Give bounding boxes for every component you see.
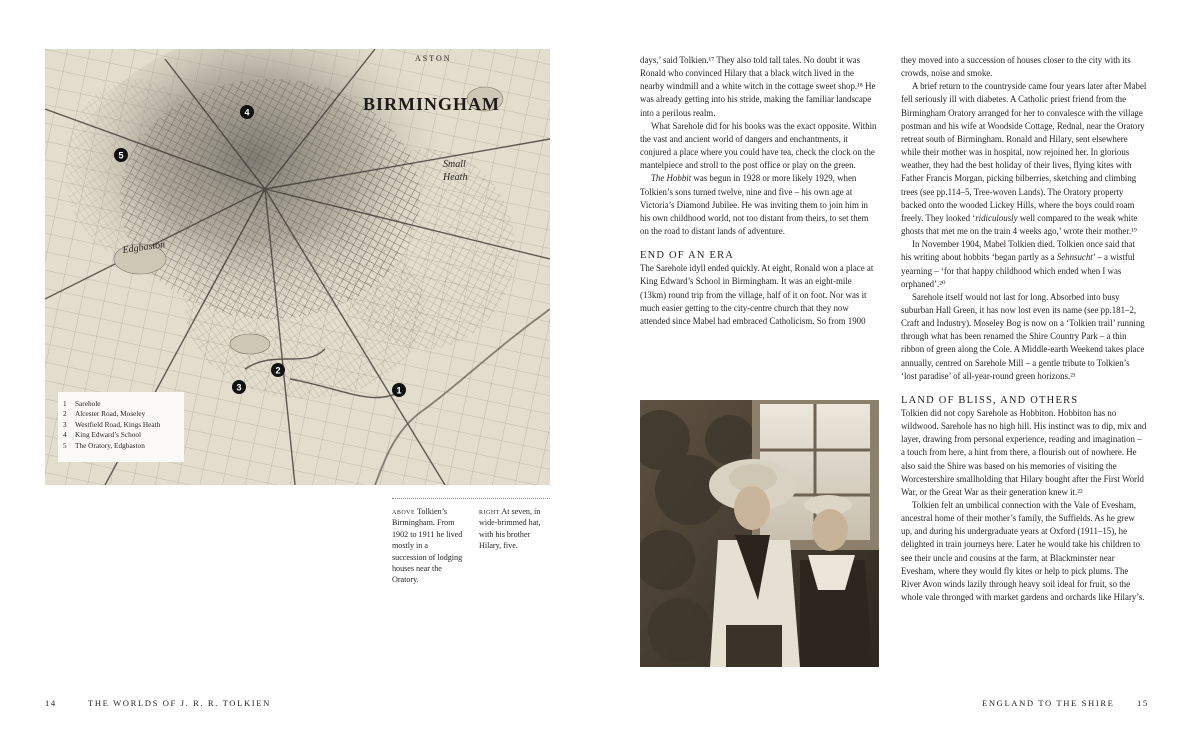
section-heading: LAND OF BLISS, AND OTHERS xyxy=(901,394,1079,406)
paragraph: Sarehole itself would not last for long. Absorbed into busy suburban Hall Green, it has now lost even its name (see pp.181–2, Craft and Industry). Moseley Bog is now on a ‘Tolkien trail’ running through what has been renamed the Shire Country Park – a thin ribbon of green along the Cole. A Middle-earth Weekend takes place annually, centred on Sarehole Mill – a gentle tribute to Tolkien’s ‘lost paradise’ of all-year-round green horizons.²¹ xyxy=(901,291,1145,381)
legend-item: 2 Alcester Road, Moseley xyxy=(63,409,146,419)
photo-image xyxy=(640,400,879,667)
map-pin-5[interactable] xyxy=(114,148,128,162)
paragraph: The Hobbit was begun in 1928 or more likely 1929, when Tolkien’s sons turned twelve, nine and five – his own age at Victoria’s Diamond Jubilee. He was inviting them to join him in his own childhood world, not too distant from theirs, to set them on the road to distant lands of adventure. xyxy=(640,173,869,237)
paragraph: What Sarehole did for his books was the exact opposite. Within the vast and ancient world of dangers and enchantments, it conjured a place where you could have tea, check the clock on the mantelpiece and stroll to the post office or play on the green. xyxy=(640,120,877,171)
map-place-label: Small xyxy=(443,159,466,170)
running-title-right: ENGLAND TO THE SHIRE xyxy=(982,698,1115,708)
paragraph: The Sarehole idyll ended quickly. At eight, Ronald won a place at King Edward’s School in Birmingham. It was an eight-mile (13km) round trip from the village, half of it on foot. Nor was it much easier getting to the city-centre church that they now attended since Mabel had embraced Catholicism. So from 1900 xyxy=(640,263,874,326)
paragraph: they moved into a succession of houses closer to the city with its crowds, noise and smoke. xyxy=(901,55,1131,79)
svg-text:4: 4 xyxy=(244,107,250,118)
body-column-2 xyxy=(901,54,1147,604)
photo-tolkien-brothers xyxy=(640,400,879,667)
map-place-label: Edgbaston xyxy=(121,239,166,256)
legend-item: 4 King Edward’s School xyxy=(63,430,142,440)
map-place-label: Heath xyxy=(443,172,468,183)
map-place-label: ASTON xyxy=(415,54,452,63)
paragraph: Tolkien did not copy Sarehole as Hobbiton. Hobbiton has no wildwood. Sarehole has no high hill. His instinct was to dip, mix and layer, drawing from personal experience, reading and imagination – a touch from here, a hint from there, a flourish out of nowhere. He also said the Shire was based on his memories of visiting the Worcestershire smallholding that Hilary bought after the First World War, or the Great War as their generation knew it.²² xyxy=(901,407,1147,497)
caption-above: above Tolkien’s Birmingham. From 1902 to 1911 he lived mostly in a succession of lodging houses near the Oratory. xyxy=(392,507,463,585)
caption-rule xyxy=(392,498,550,499)
svg-text:2: 2 xyxy=(275,365,281,376)
map-pin-1[interactable] xyxy=(392,383,406,397)
map-pin-2[interactable] xyxy=(271,363,285,377)
page-number-right: 15 xyxy=(1137,698,1149,708)
map-city-label: BIRMINGHAM xyxy=(363,94,500,114)
map-legend xyxy=(58,392,184,462)
paragraph: Tolkien felt an umbilical connection with the Vale of Evesham, ancestral home of their mother’s family, the Suffields. As he grew up, and during his undergraduate years at Oxford (1911–15), he delighted in train journeys here. Later he would take his children to see their uncle and cousins at the farm, at Blackminster near Evesham, where they would fly kites or help to pick plums. The River Avon winds lazily through heavy soil ideal for fruit, so the whole vale thronged with market gardens and orchards like Hilary’s. xyxy=(901,500,1145,603)
legend-item: 3 Westfield Road, Kings Heath xyxy=(63,419,161,429)
paragraph: In November 1904, Mabel Tolkien died. Tolkien once said that his writing about hobbits ‘began partly as a Sehnsucht’ – a wistful yearning – ‘for that happy childhood which ended when I was orphaned’.²⁰ xyxy=(901,239,1135,289)
svg-text:1: 1 xyxy=(396,385,402,396)
svg-text:3: 3 xyxy=(236,382,242,393)
running-title-left: THE WORLDS OF J. R. R. TOLKIEN xyxy=(88,698,271,708)
paragraph: A brief return to the countryside came four years later after Mabel fell seriously ill with diabetes. A Catholic priest friend from the Birmingham Oratory arranged for her to convalesce with the village postman and his wife at Woodside Cottage, Rednal, near the Oratory retreat south of Birmingham. Ronald and Hilary, sent elsewhere while their mother was in hospital, now rejoined her. In glorious weather, they had the best holiday of their lives, flying kites with Father Francis Morgan, picking bilberries, sketching and climbing trees (see pp.114–5, Tree-woven Lands). The Oratory property backed onto the wooded Lickey Hills, where the boys could roam freely. They looked ‘ridiculously well compared to the weak white ghosts that met me on the train 4 weeks ago,’ wrote their mother.¹⁹ xyxy=(901,81,1147,237)
page-number-left: 14 xyxy=(45,698,57,708)
legend-item: 1 Sarehole xyxy=(63,399,101,408)
legend-item: 5 The Oratory, Edgbaston xyxy=(63,440,145,450)
map-pin-3[interactable] xyxy=(232,380,246,394)
map-pin-4[interactable] xyxy=(240,105,254,119)
caption-right: right At seven, in wide-brimmed hat, with his brother Hilary, five. xyxy=(479,507,541,551)
paragraph: days,’ said Tolkien.¹⁷ They also told tall tales. No doubt it was Ronald who convinced Hilary that a black witch lived in the nearby windmill and a white witch in the cottage sweet shop.¹⁸ He was already getting into his stride, making the familiar landscape into a perilous realm. xyxy=(640,55,876,118)
body-column-1 xyxy=(640,54,879,328)
section-heading: END OF AN ERA xyxy=(640,250,735,262)
svg-text:5: 5 xyxy=(118,150,124,161)
